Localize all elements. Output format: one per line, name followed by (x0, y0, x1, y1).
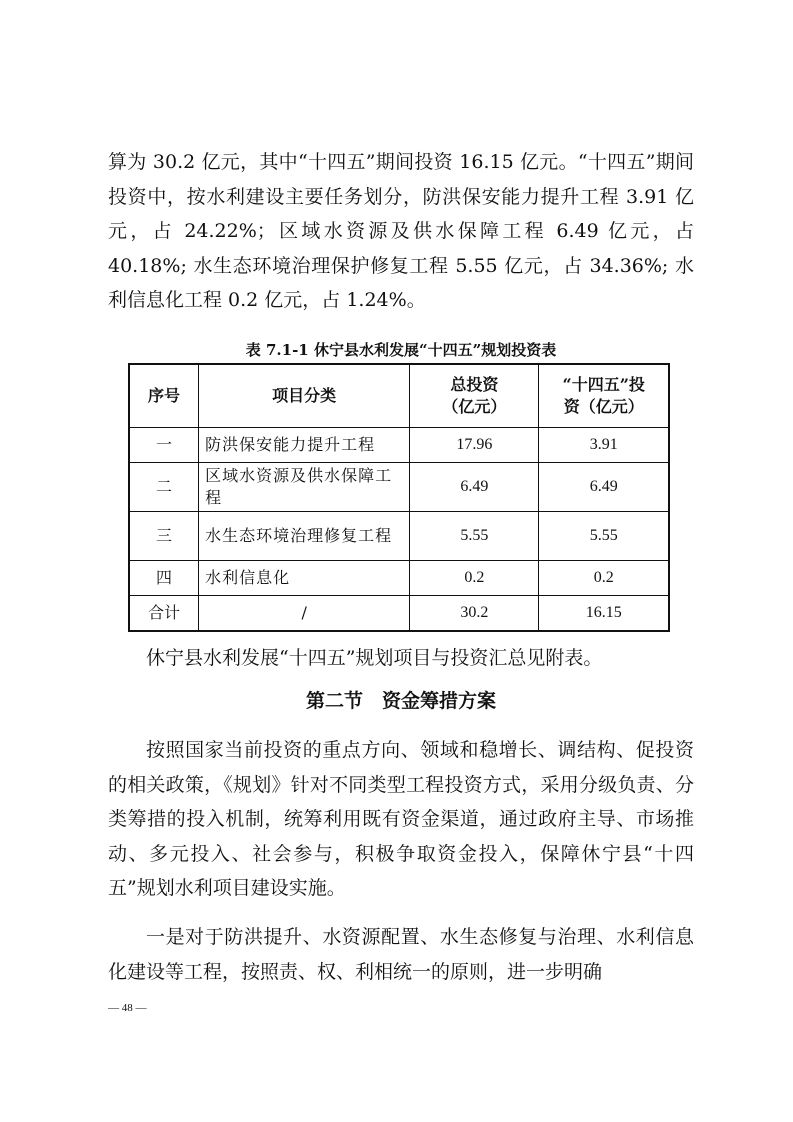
cell-category: 防洪保安能力提升工程 (199, 428, 410, 463)
table-header-row (129, 364, 669, 428)
cell-seq: 三 (129, 512, 199, 561)
cell-seq: 四 (129, 561, 199, 596)
cell-plan: 5.55 (539, 512, 669, 561)
cell-total: 17.96 (410, 428, 539, 463)
table-row (129, 561, 669, 596)
header-plan-line2: 资（亿元） (563, 397, 644, 416)
cell-seq: 合计 (129, 596, 199, 632)
cell-seq: 一 (129, 428, 199, 463)
cell-plan: 0.2 (539, 561, 669, 596)
measure-paragraph: 一是对于防洪提升、水资源配置、水生态修复与治理、水利信息化建设等工程，按照责、权、利相统一的原则，进一步明确 (108, 926, 694, 983)
investment-table (128, 363, 670, 632)
header-category: 项目分类 (199, 364, 410, 428)
header-plan-line1: “十四五”投 (562, 375, 645, 394)
page-number: — 48 — (108, 1002, 147, 1014)
cell-category: 水利信息化 (199, 561, 410, 596)
header-total-line1: 总投资 (450, 375, 499, 394)
cell-total: 30.2 (410, 596, 539, 632)
summary-paragraph: 休宁县水利发展“十四五”规划项目与投资汇总见附表。 (146, 647, 603, 669)
cell-total: 5.55 (410, 512, 539, 561)
cell-category: 区域水资源及供水保障工程 (199, 463, 410, 512)
cell-plan: 16.15 (539, 596, 669, 632)
funding-paragraph: 按照国家当前投资的重点方向、领域和稳增长、调结构、促投资的相关政策，《规划》针对不同类型工程投资方式，采用分级负责、分类筹措的投入机制，统筹利用既有资金渠道，通过政府主导、市场推动、多元投入、社会参与，积极争取资金投入，保障休宁县“十四五”规划水利项目建设实施。 (108, 739, 694, 899)
cell-total: 6.49 (410, 463, 539, 512)
cell-total: 0.2 (410, 561, 539, 596)
cell-plan: 6.49 (539, 463, 669, 512)
cell-plan: 3.91 (539, 428, 669, 463)
section-title: 第二节 资金筹措方案 (305, 690, 496, 712)
intro-paragraph: 算为 30.2 亿元，其中“十四五”期间投资 16.15 亿元。“十四五”期间投资中，按水利建设主要任务划分，防洪保安能力提升工程 3.91 亿元，占 24.22%；区域水资源及供水保障工程 6.49 亿元，占 40.18%; 水生态环境治理保护修复工程 5.55 亿元，占 34.36%; 水利信息化工程 0.2 亿元，占 1.24%。 (108, 151, 694, 311)
header-plan (539, 364, 669, 428)
table-total-row (129, 596, 669, 632)
table-row (129, 463, 669, 512)
table-row (129, 428, 669, 463)
cell-category: 水生态环境治理修复工程 (199, 512, 410, 561)
table-caption: 表 7.1-1 休宁县水利发展“十四五”规划投资表 (245, 341, 557, 359)
cell-seq: 二 (129, 463, 199, 512)
table-row (129, 512, 669, 561)
header-seq: 序号 (129, 364, 199, 428)
header-total (410, 364, 539, 428)
cell-category: / (199, 596, 410, 632)
header-total-line2: （亿元） (442, 397, 507, 416)
